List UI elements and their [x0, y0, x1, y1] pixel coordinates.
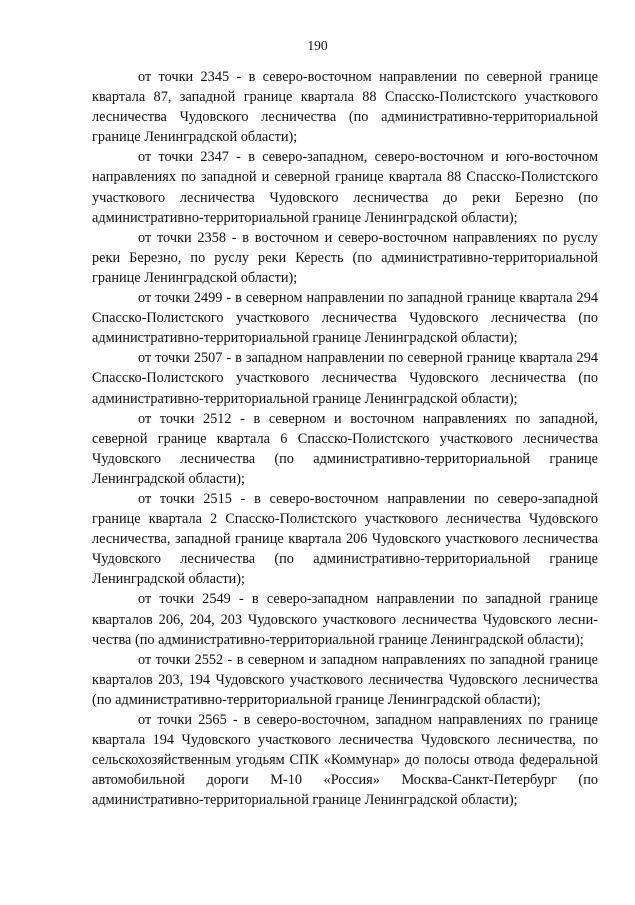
paragraph-point-2345: от точки 2345 - в северо-восточном направлении по северной границе квартала 87, западной границе квартала 88 Спасско-Полистского участкового лесничества Чудовского лесничества (по административно-территориальной границе Ленинградской области);: [92, 69, 598, 146]
paragraph-point-2507: от точки 2507 - в западном направлении по северной границе квартала 294 Спасско-Полистского участкового лесничества Чудовского лесничества (по административно-территориальной границе Ленинградской области);: [92, 350, 598, 407]
paragraph-point-2347: от точки 2347 - в северо-западном, северо-восточном и юго-восточном направлениях по западной и северной границе квартала 88 Спасско-Полистского участкового лесничества Чудовского лесничества до реки Березно (по административно-территориальной границе Ленинградской области);: [92, 149, 598, 226]
document-body: [92, 67, 598, 810]
paragraph-point-2565: от точки 2565 - в северо-восточном, западном направлениях по границе квартала 194 Чудовского участкового лесничества Чудовского лесничества, по сельскохозяйственным угодьям СПК «Коммунар» до полосы отвода федеральной автомобильной дороги М-10 «Россия» Москва-Санкт-Петербург (по административно-территориальной границе Ленинградской области);: [92, 712, 598, 809]
paragraph-point-2515: от точки 2515 - в северо-восточном направлении по северо-западной границе квартала 2 Спасско-Полистского участкового лесничества Чудовского лесничества, западной границе квартала 206 Чудовского участкового лесничества Чудовского лесничества (по административно-территориальной границе Ленинградской области);: [92, 490, 598, 588]
paragraph-point-2512: от точки 2512 - в северном и восточном направлениях по западной, северной границе квартала 6 Спасско-Полистского участкового лесничества Чудовского лесничества (по административно-территориальной границе Ленинградской области);: [92, 410, 598, 487]
paragraph-point-2552: от точки 2552 - в северном и западном направлениях по западной границе кварталов 203, 194 Чудовского участкового лесничества Чудовского лесничества (по административно-территориальной границе Ленинградской области);: [92, 651, 598, 708]
paragraph-point-2499: от точки 2499 - в северном направлении по западной границе квартала 294 Спасско-Полистского участкового лесничества Чудовского лесничества (по административно-территориальной границе Ленинградской области);: [92, 290, 598, 347]
paragraph-point-2358: от точки 2358 - в восточном и северо-восточном направлениях по руслу реки Березно, по руслу реки Кересть (по административно-территориальной границе Ленинградской области);: [92, 229, 598, 286]
page-number: 190: [307, 38, 328, 53]
paragraph-point-2549: от точки 2549 - в северо-западном направлении по западной границе кварталов 206, 204, 203 Чудовского участкового лесничества Чудовского лесничества (по административно-территориальной границе Ленинградской области);: [92, 591, 598, 648]
